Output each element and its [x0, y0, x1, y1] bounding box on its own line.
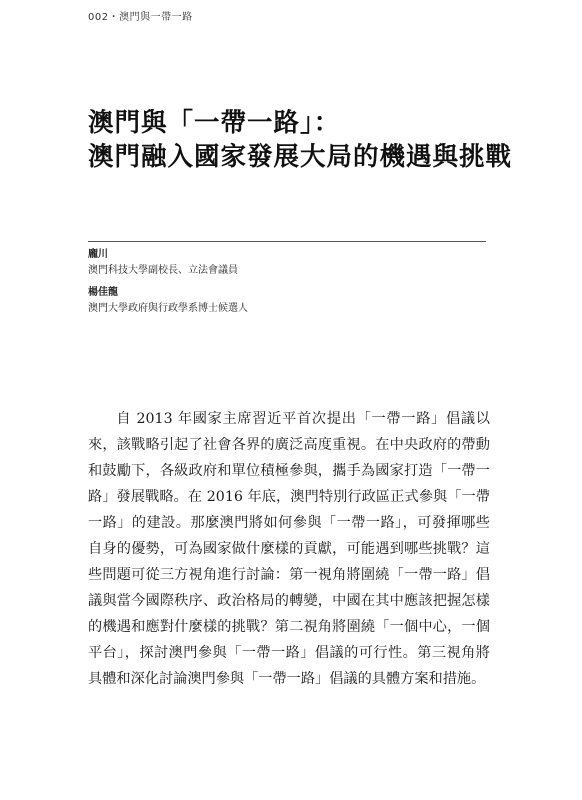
author-block: [88, 247, 248, 317]
running-head: 002・澳門與一帶一路: [88, 12, 193, 23]
author-name: 楊佳龍: [88, 287, 118, 298]
title-divider: [88, 241, 486, 242]
author-name: 龐川: [88, 249, 108, 260]
body-paragraph: 自 2013 年國家主席習近平首次提出「一帶一路」倡議以來，該戰略引起了社會各界的廣泛高度重視。在中央政府的帶動和鼓勵下，各級政府和單位積極參與，攜手為國家打造「一帶一路」發展戰略。在 2016 年底，澳門特別行政區正式參與「一帶一路」的建設。那麼澳門將如何參與「一帶一路」，可發揮哪些自身的優勢，可為國家做什麼樣的貢獻，可能遇到哪些挑戰？這些問題可從三方視角進行討論：第一視角將圍繞「一帶一路」倡議與當今國際秩序、政治格局的轉變，中國在其中應該把握怎樣的機遇和應對什麼樣的挑戰？第二視角將圍繞「一個中心，一個平台」，探討澳門參與「一帶一路」倡議的可行性。第三視角將具體和深化討論澳門參與「一帶一路」倡議的具體方案和措施。: [88, 411, 490, 687]
author-affiliation: 澳門科技大學副校長、立法會議員: [88, 265, 238, 276]
chapter-title: [88, 106, 528, 174]
author-affiliation: 澳門大學政府與行政學系博士候選人: [88, 303, 248, 314]
chapter-title-line-2: 澳門融入國家發展大局的機遇與挑戰: [88, 142, 513, 172]
chapter-title-line-1: 澳門與「一帶一路」：: [88, 108, 341, 138]
body-text: [88, 406, 490, 692]
